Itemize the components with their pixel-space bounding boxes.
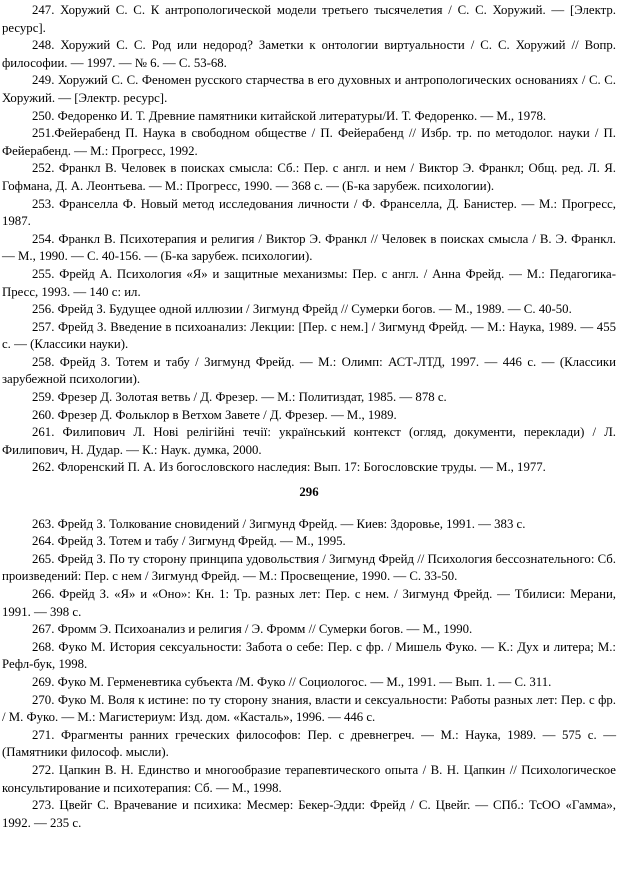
bibliography-entry-269: 269. Фуко М. Герменевтика субъекта /М. Фуко // Социологос. — М., 1991. — Вып. 1. — С. 311. [32,674,552,689]
bibliography-entry-271: 271. Фрагменты ранних греческих философов: Пер. с древнегреч. — М.: Наука, 1989. — 575 с. — (Памятники философ. мысли). [2,727,616,760]
bibliography-entry-257: 257. Фрейд З. Введение в психоанализ: Лекции: [Пер. с нем.] / Зигмунд Фрейд. — М.: Наука, 1989. — 455 с. — (Классики науки). [2,319,616,352]
bibliography-entry-268: 268. Фуко М. История сексуальности: Забота о себе: Пер. с фр. / Мишель Фуко. — К.: Дух и литера; М.: Рефл-бук, 1998. [2,639,616,672]
bibliography-entry-261: 261. Филипович Л. Нові релігійні течії: український контекст (огляд, документи, переклади) / Л. Филипович, Н. Дудар. — К.: Наук. думка, 2000. [2,425,616,457]
bibliography-entry-253: 253. Франселла Ф. Новый метод исследования личности / Ф. Франселла, Д. Банистер. — М.: Прогресс, 1987. [2,196,616,229]
bibliography-entry-255: 255. Фрейд А. Психология «Я» и защитные механизмы: Пер. с англ. / Анна Фрейд. — М.: Педагогика-Пресс, 1993. — 140 с: ил. [2,266,616,299]
bibliography-entry-254: 254. Франкл В. Психотерапия и религия / Виктор Э. Франкл // Человек в поисках смысла / В. Э. Франкл. — М., 1990. — С. 40-156. — (Б-ка зарубеж. психологии). [2,231,616,264]
bibliography-list-before [2,2,616,477]
bibliography-entry-249: 249. Хоружий С. С. Феномен русского старчества в его духовных и антропологических основаниях / С. С. Хоружий. — [Электр. ресурс]. [2,73,616,105]
bibliography-entry-270: 270. Фуко М. Воля к истине: по ту сторону знания, власти и сексуальности: Работы разных лет: Пер. с фр. / М. Фуко. — М.: Магистериум: Изд. дом. «Касталь», 1996. — 446 с. [2,692,616,725]
bibliography-entry-250: 250. Федоренко И. Т. Древние памятники китайской литературы/И. Т. Федоренко. — М., 1978. [32,108,547,123]
bibliography-entry-260: 260. Фрезер Д. Фольклор в Ветхом Завете / Д. Фрезер. — М., 1989. [32,407,397,422]
page-number: 296 [299,485,319,500]
bibliography-entry-264: 264. Фрейд З. Тотем и табу / Зигмунд Фрейд. — М., 1995. [32,534,346,549]
bibliography-entry-272: 272. Цапкин В. Н. Единство и многообразие терапевтического опыта / В. Н. Цапкин // Психологическое консультирование и психотерапия: Сб. — М., 1998. [2,762,616,795]
bibliography-entry-267: 267. Фромм Э. Психоанализ и религия / Э. Фромм // Сумерки богов. — М., 1990. [32,622,473,637]
bibliography-entry-262: 262. Флоренский П. А. Из богословского наследия: Вып. 17: Богословские труды. — М., 1977. [32,460,546,475]
bibliography-entry-259: 259. Фрезер Д. Золотая ветвь / Д. Фрезер. — М.: Политиздат, 1985. — 878 с. [32,390,447,405]
bibliography-entry-266: 266. Фрейд З. «Я» и «Оно»: Кн. 1: Тр. разных лет: Пер. с нем. / Зигмунд Фрейд. — Тбилиси: Мерани, 1991. — 398 с. [2,587,616,619]
bibliography-entry-248: 248. Хоружий С. С. Род или недород? Заметки к онтологии виртуальности / С. С. Хоружий // Вопр. философии. — 1997. — № 6. — С. 53-68. [2,38,616,70]
bibliography-list-after [2,516,616,833]
bibliography-entry-247: 247. Хоружий С. С. К антропологической модели третьего тысячелетия / С. С. Хоружий. — [Электр. ресурс]. [2,3,616,35]
bibliography-entry-265: 265. Фрейд З. По ту сторону принципа удовольствия / Зигмунд Фрейд // Психология бессознательного: Сб. произведений: Пер. с нем / Зигмунд Фрейд. — М.: Просвещение, 1990. — С. 33-50. [2,551,616,584]
bibliography-entry-263: 263. Фрейд З. Толкование сновидений / Зигмунд Фрейд. — Киев: Здоровье, 1991. — 383 с. [32,516,526,531]
bibliography-entry-258: 258. Фрейд З. Тотем и табу / Зигмунд Фрейд. — М.: Олимп: АСТ-ЛТД, 1997. — 446 с. — (Классики зарубежной психологии). [2,354,616,387]
bibliography-entry-273: 273. Цвейг С. Врачевание и психика: Месмер: Бекер-Эдди: Фрейд / С. Цвейг. — СПб.: ТсОО «Гамма», 1992. — 235 с. [2,798,616,830]
bibliography-entry-252: 252. Франкл В. Человек в поисках смысла: Сб.: Пер. с англ. и нем / Виктор Э. Франкл; Общ. ред. Л. Я. Гофмана, Д. А. Леонтьева. — М.: Прогресс, 1990. — 368 с. — (Б-ка зарубеж. психологии). [2,161,616,193]
bibliography-entry-256: 256. Фрейд З. Будущее одной иллюзии / Зигмунд Фрейд // Сумерки богов. — М., 1989. — С. 40-50. [32,302,572,317]
bibliography-entry-251: 251.Фейерабенд П. Наука в свободном обществе / П. Фейерабенд // Избр. тр. по методолог. науки / П. Фейерабенд. — М.: Прогресс, 1992. [2,126,616,158]
